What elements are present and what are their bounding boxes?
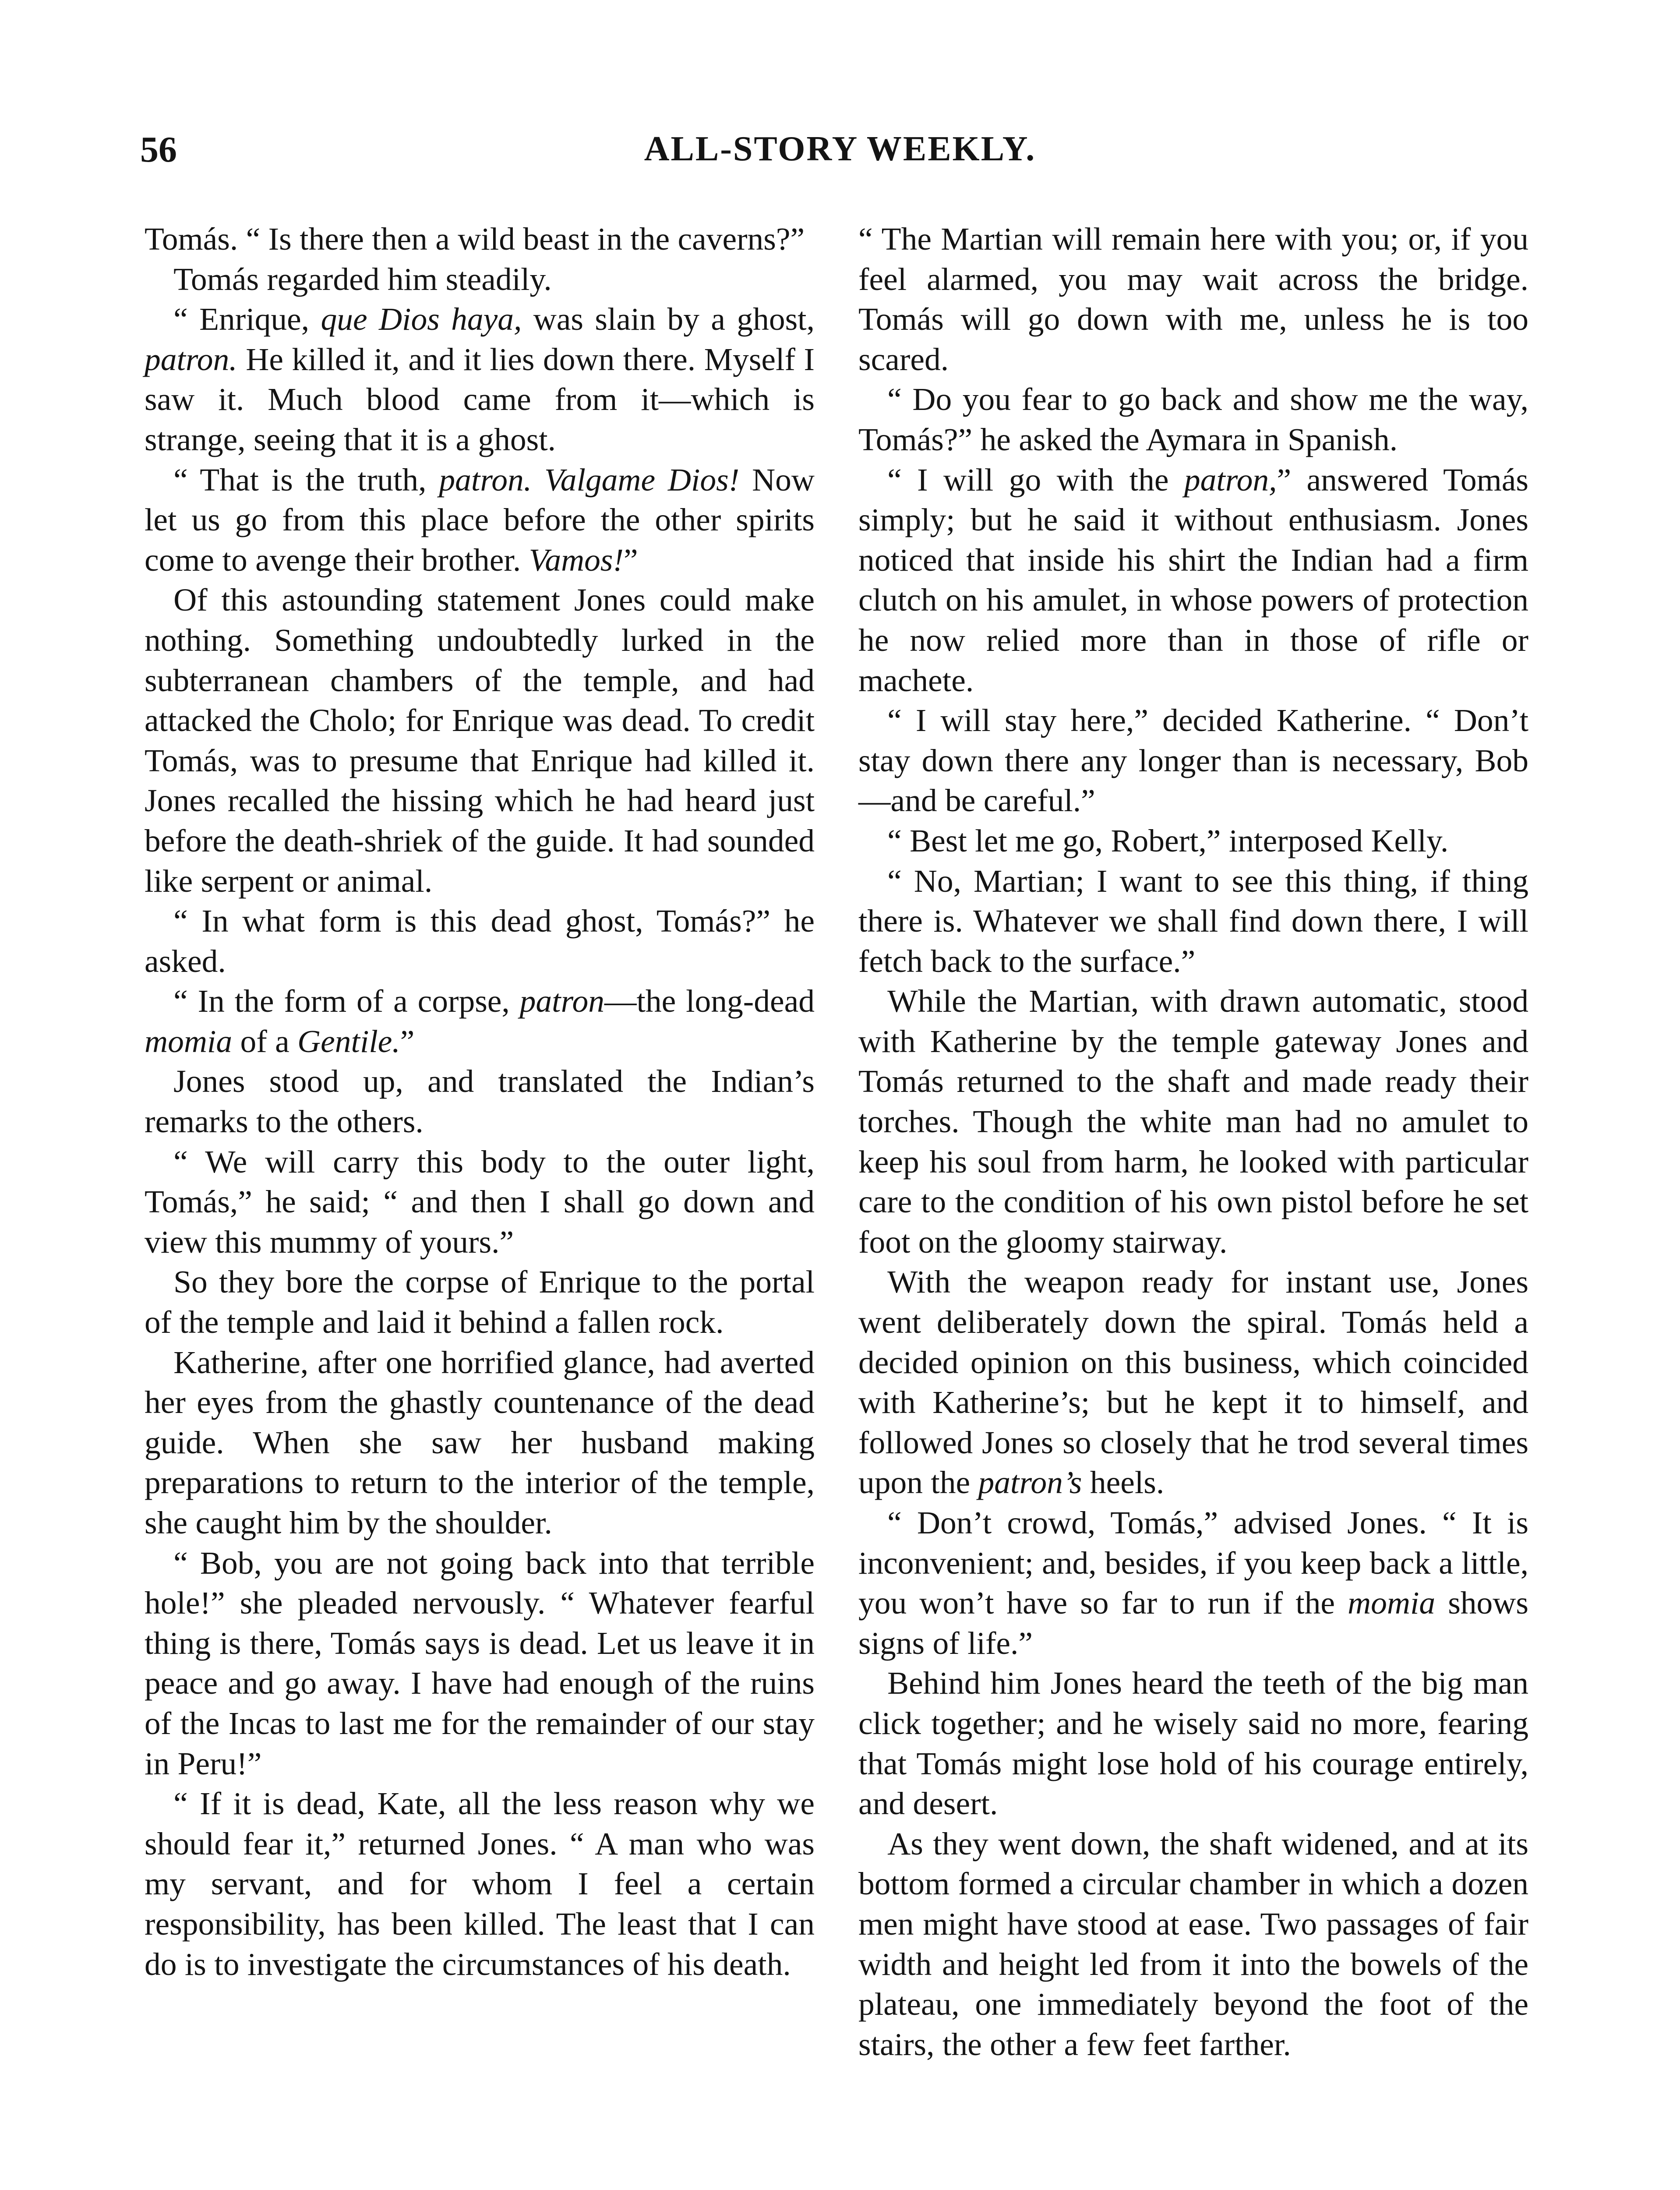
paragraph [145,1543,815,1784]
text-run: ” [400,1023,415,1059]
paragraph [858,219,1528,379]
right-text-column [858,219,1528,2064]
italic-text: patron’s [978,1465,1082,1501]
paragraph [145,299,815,459]
text-run: Tomás. “ Is there then a wild beast in the caverns?” [145,221,805,257]
text-run: of a [232,1023,298,1059]
text-run: “ The Martian will remain here with you; or, if you feel alarmed, you may wait across the bridge. Tomás will go down with me, unless he is too scared. [858,221,1528,377]
italic-text: Vamos! [529,542,624,578]
italic-text: momia [145,1023,233,1059]
text-run: ” answered Tomás simply; but he said it without enthusiasm. Jones noticed that inside his shirt the Indian had a firm clutch on his amulet, in whose powers of protection he now relied more than in those of rifle or machete. [858,462,1529,698]
paragraph [145,1142,815,1262]
italic-text: momia [1348,1585,1436,1621]
text-run: “ Enrique, [173,301,321,337]
paragraph [858,700,1528,821]
text-run: heels. [1082,1465,1165,1501]
text-run: With the weapon ready for instant use, Jones went deliberately down the spiral. Tomás held a decided opinion on this business, which coincided with Katherine’s; but he kept it to himself, and followed Jones so closely that he trod several times upon the [858,1264,1528,1501]
text-run: “ No, Martian; I want to see this thing, if thing there is. Whatever we shall find down there, I will fetch back to the surface.” [858,863,1528,979]
italic-text: patron. [145,341,237,377]
paragraph [858,460,1528,701]
paragraph [145,219,815,259]
text-run: “ I will go with the [887,462,1184,498]
text-run: was slain by a ghost, [522,301,815,337]
paragraph [858,379,1528,459]
paragraph [858,1262,1528,1503]
text-run: Of this astounding statement Jones could make nothing. Something undoubtedly lurked in the subterranean chambers of the temple, and had attacked the Cholo; for Enrique was dead. To credit Tomás, was to presume that Enrique had killed it. Jones recalled the hissing which he had heard just before the death-shriek of the guide. It had sounded like serpent or animal. [145,582,815,899]
italic-text: que Dios haya, [321,301,522,337]
text-run: “ Best let me go, Robert,” interposed Kelly. [887,823,1449,858]
left-text-column [145,219,815,1984]
text-run: ” [624,542,638,578]
paragraph [145,981,815,1061]
paragraph [145,580,815,901]
paragraph [145,1342,815,1543]
text-run: Behind him Jones heard the teeth of the big man click together; and he wisely said no more, fearing that Tomás might lose hold of his courage entirely, and desert. [858,1665,1528,1822]
text-run: As they went down, the shaft widened, and at its bottom formed a circular chamber in which a dozen men might have stood at ease. Two passages of fair width and height led from it into the bowels of the plateau, one immediately beyond the foot of the stairs, the other a few feet farther. [858,1826,1528,2062]
italic-text: Gentile. [297,1023,400,1059]
text-run: “ Do you fear to go back and show me the way, Tomás?” he asked the Aymara in Spanish. [858,381,1528,457]
paragraph [858,821,1528,861]
text-run: “ I will stay here,” decided Katherine. “ Don’t stay down there any longer than is necessary, Bob—and be careful.” [858,703,1528,819]
paragraph [145,1262,815,1342]
paragraph [858,1824,1528,2065]
italic-text: patron. [439,462,532,498]
paragraph [858,861,1528,982]
text-run: He killed it, and it lies down there. Myself I saw it. Much blood came from it—which is strange, seeing that it is a ghost. [145,341,815,457]
paragraph [858,1503,1528,1663]
text-run: “ That is the truth, [173,462,439,498]
page-number: 56 [140,129,177,170]
text-run: “ If it is dead, Kate, all the less reason why we should fear it,” returned Jones. “ A man who was my servant, and for whom I feel a certain responsibility, has been killed. The least that I can do is to investigate the circumstances of his death. [145,1786,815,1982]
text-run [532,462,544,498]
paragraph [858,1663,1528,1823]
italic-text: Valgame Dios! [544,462,740,498]
text-run: Now let us go from this place before the other spirits come to avenge their brother. [145,462,815,578]
italic-text: patron [519,983,604,1019]
paragraph [145,460,815,580]
text-run: “ Bob, you are not going back into that terrible hole!” she pleaded nervously. “ Whatever fearful thing is there, Tomás says is dead. Let us leave it in peace and go away. I have had enough of the ruins of the Incas to last me for the remainder of our stay in Peru!” [145,1545,815,1781]
text-run: So they bore the corpse of Enrique to the portal of the temple and laid it behind a fallen rock. [145,1264,815,1340]
text-run: “ In the form of a corpse, [173,983,520,1019]
paragraph [145,259,815,300]
text-run: shows signs of life.” [858,1585,1528,1661]
text-run: “ We will carry this body to the outer light, Tomás,” he said; “ and then I shall go down and view this mummy of yours.” [145,1144,815,1260]
paragraph [145,1061,815,1141]
text-run: “ In what form is this dead ghost, Tomás?” he asked. [145,903,815,979]
paragraph [145,901,815,981]
text-run: Katherine, after one horrified glance, had averted her eyes from the ghastly countenance of the dead guide. When she saw her husband making preparations to return to the interior of the temple, she caught him by the shoulder. [145,1344,815,1540]
text-run: “ Don’t crowd, Tomás,” advised Jones. “ It is inconvenient; and, besides, if you keep back a little, you won’t have so far to run if the [858,1505,1528,1621]
italic-text: patron, [1184,462,1277,498]
paragraph [145,1784,815,1984]
text-run: Tomás regarded him steadily. [173,261,552,297]
text-run: While the Martian, with drawn automatic, stood with Katherine by the temple gateway Jones and Tomás returned to the shaft and made ready their torches. Though the white man had no amulet to keep his soul from harm, he looked with particular care to the condition of his own pistol before he set foot on the gloomy stairway. [858,983,1528,1260]
running-head: ALL-STORY WEEKLY. [644,130,1036,168]
text-run: Jones stood up, and translated the Indian’s remarks to the others. [145,1063,815,1140]
paragraph [858,981,1528,1262]
text-run: —the long-dead [604,983,815,1019]
